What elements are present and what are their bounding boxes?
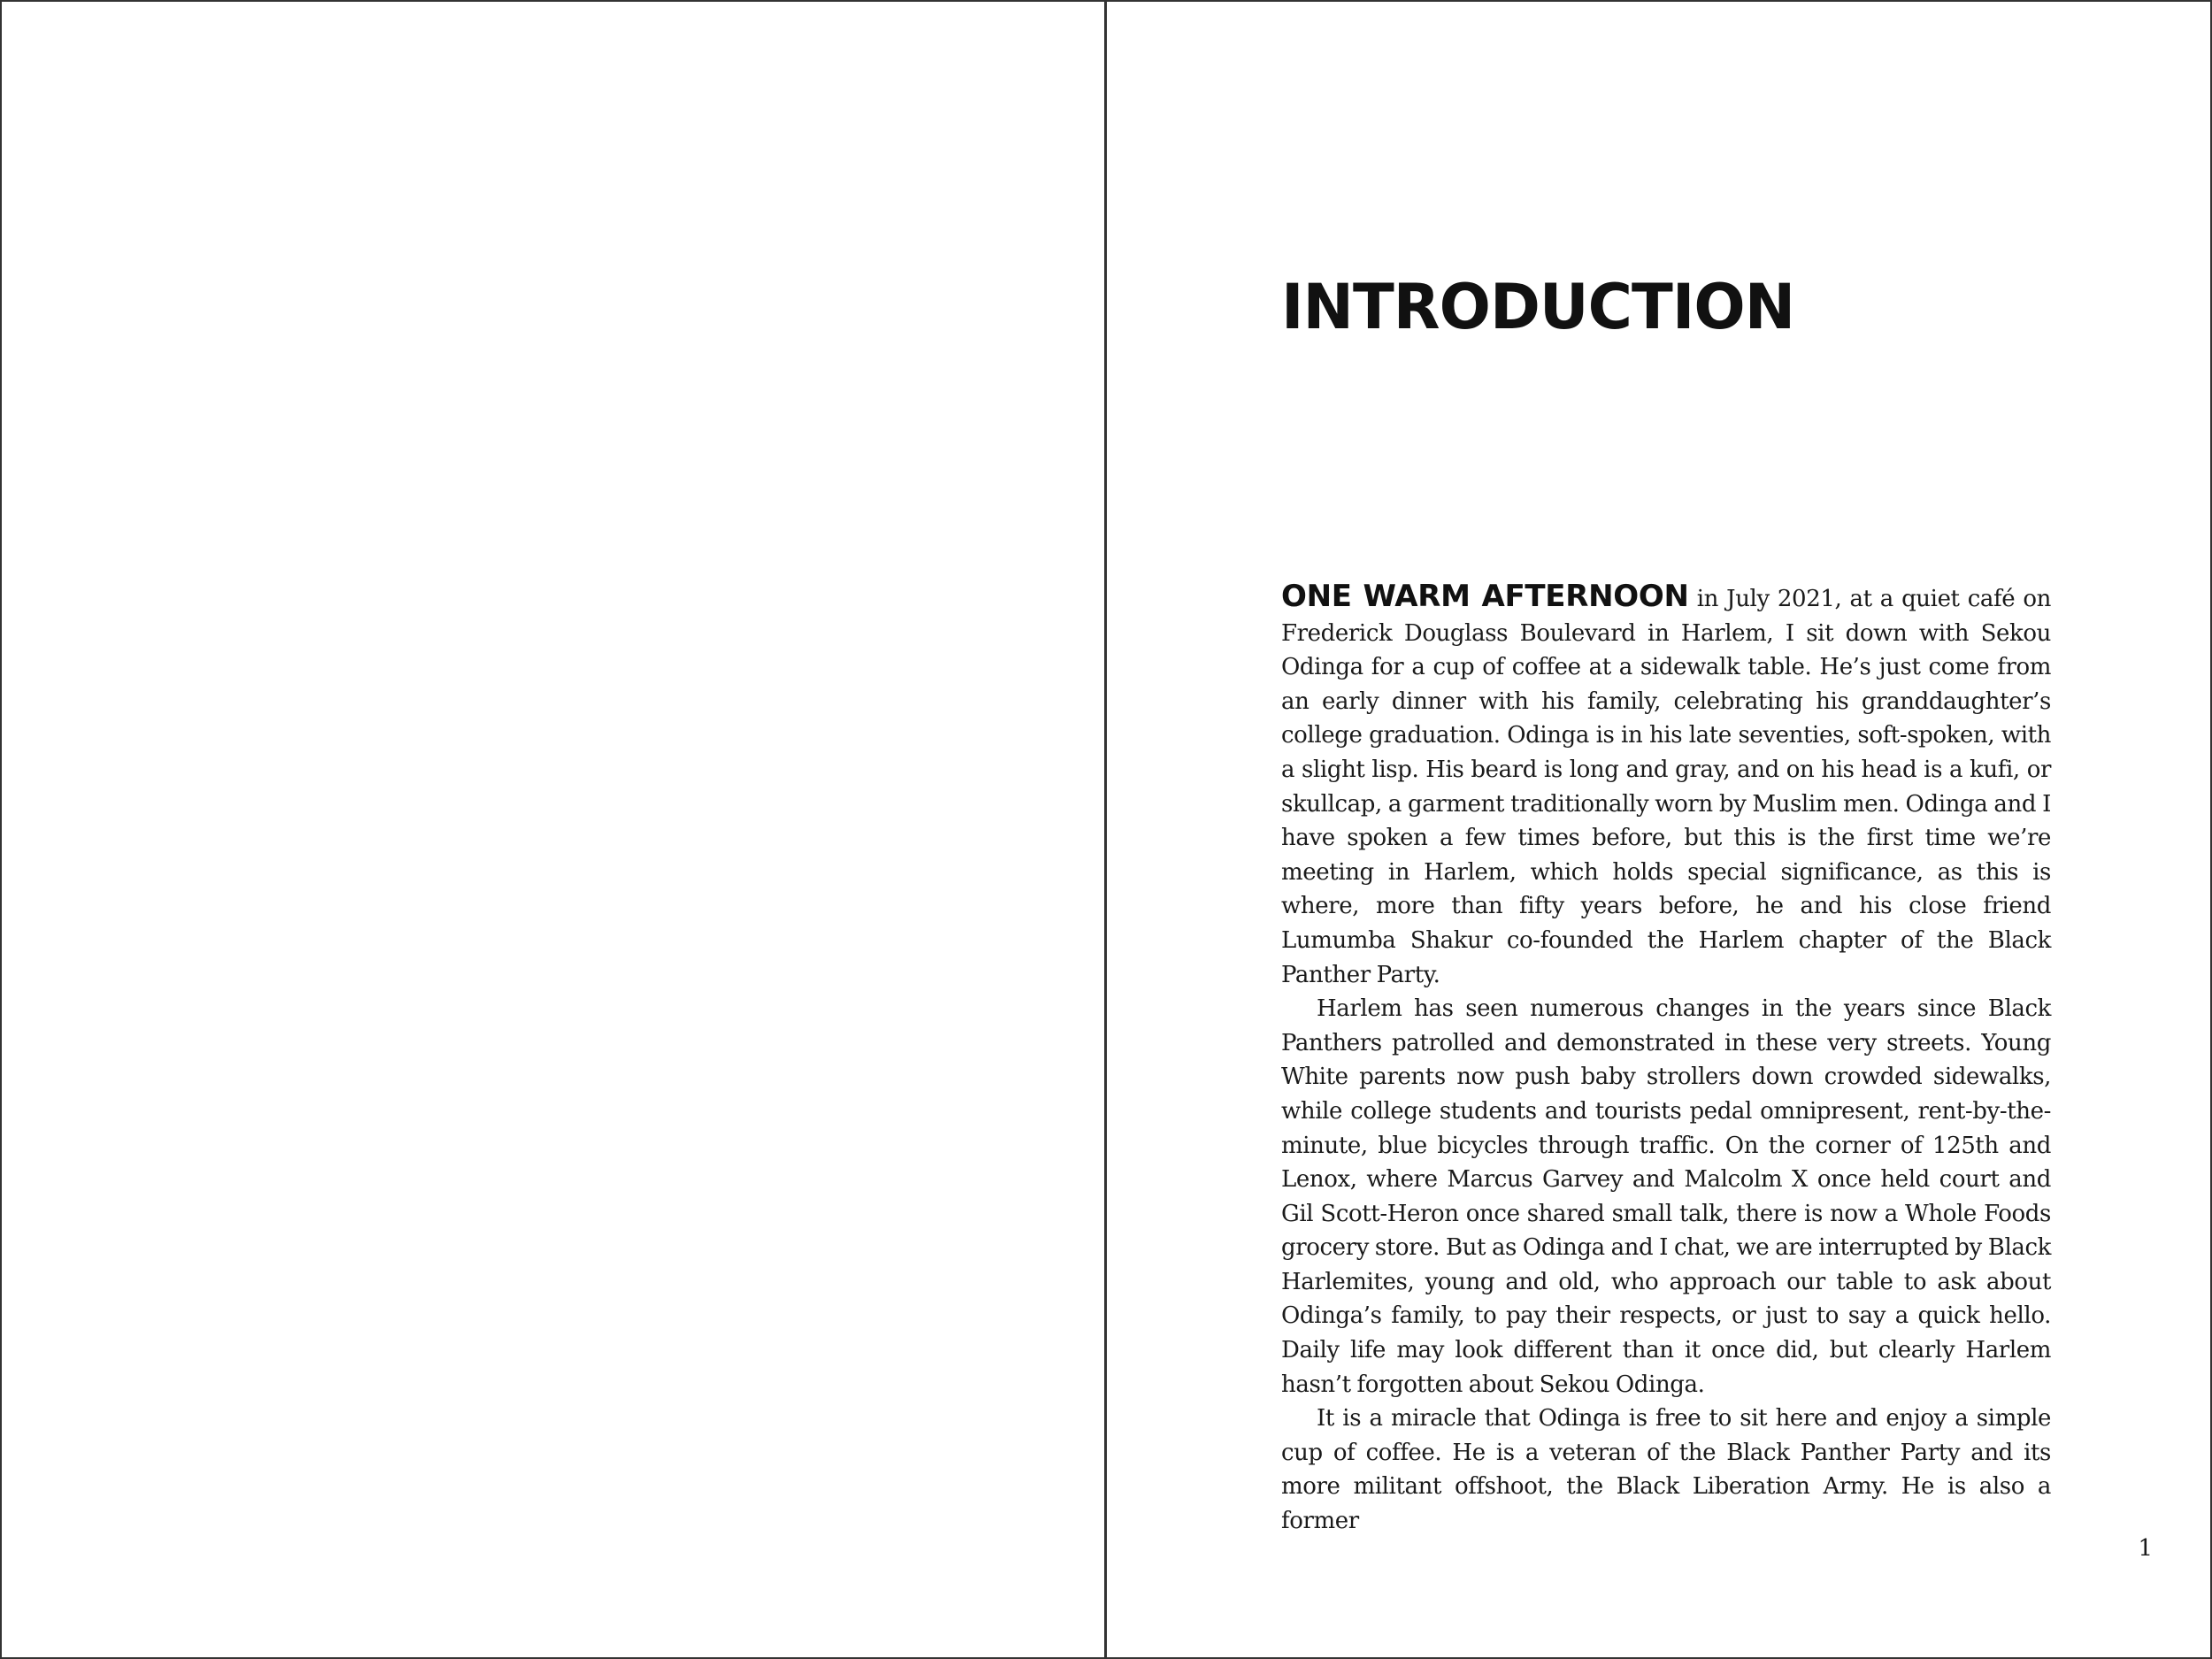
- chapter-title: INTRODUCTION: [1281, 271, 1795, 343]
- paragraph-1-text: in July 2021, at a quiet café on Frederick Douglass Boulevard in Harlem, I sit down with Sekou Odinga for a cup of coffee at a sidewalk table. He’s just come from an early dinner with his family, celebrating his granddaughter’s college graduation. Odinga is in his late seventies, soft-spoken, with a slight lisp. His beard is long and gray, and on his head is a kufi, or skullcap, a garment traditionally worn by Muslim men. Odinga and I have spoken a few times before, but this is the first time we’re meeting in Harlem, which holds special significance, as this is where, more than fifty years before, he and his close friend Lumumba Shakur co-founded the Harlem chapter of the Black Panther Party.: [1281, 586, 2051, 988]
- paragraph-3: It is a miracle that Odinga is free to sit here and enjoy a simple cup of coffee. He is a veteran of the Black Panther Party and its more militant offshoot, the Black Liberation Army. He is also a former: [1281, 1405, 2051, 1535]
- right-page: [1104, 0, 2212, 1659]
- paragraph-1: [1281, 580, 2051, 992]
- page-number: 1: [2138, 1535, 2153, 1562]
- lead-in-small-caps: ONE WARM AFTERNOON: [1281, 579, 1689, 614]
- chapter-body: [1281, 580, 2051, 1539]
- paragraph-2: Harlem has seen numerous changes in the years since Black Panthers patrolled and demonstrated in these very streets. Young White parents now push baby strollers down crowded sidewalks, while college students and tourists pedal omnipresent, rent-by-the-minute, blue bicycles through traffic. On the corner of 125th and Lenox, where Marcus Garvey and Malcolm X once held court and Gil Scott-Heron once shared small talk, there is now a Whole Foods grocery store. But as Odinga and I chat, we are interrupted by Black Harlemites, young and old, who approach our table to ask about Odinga’s family, to pay their respects, or just to say a quick hello. Daily life may look different than it once did, but clearly Harlem hasn’t forgotten about Sekou Odinga.: [1281, 995, 2051, 1398]
